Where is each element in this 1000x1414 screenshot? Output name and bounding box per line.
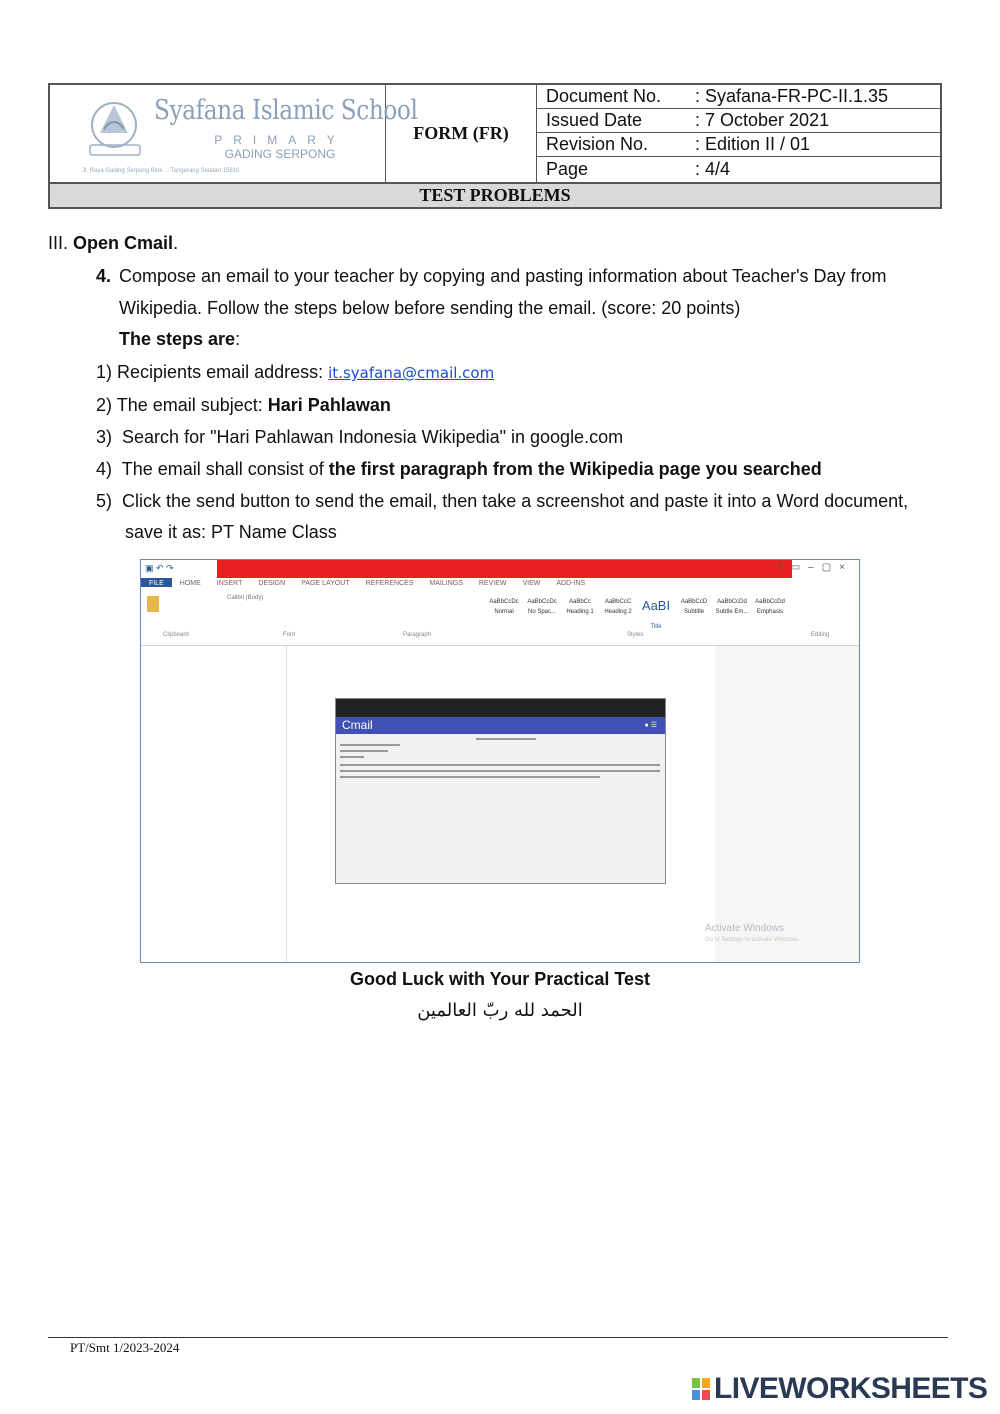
section-suffix: . [173, 233, 179, 253]
step-text: The email subject: [116, 395, 268, 415]
group-styles: Styles [627, 632, 644, 638]
step-2 [96, 394, 391, 416]
email-recipient-line [340, 744, 400, 746]
document-info [537, 85, 940, 182]
style-heading-1 [561, 597, 599, 627]
activate-windows-title: Activate Windows [705, 923, 784, 934]
group-clipboard: Clipboard [163, 632, 189, 638]
school-address: Jl. Raya Gading Serpong Blok ... Tangerang Selatan 15810 [82, 168, 240, 174]
navigation-pane [141, 646, 287, 962]
good-luck-text: Good Luck with Your Practical Test [349, 969, 651, 989]
info-value: : Edition II / 01 [695, 134, 811, 154]
style-name: Subtle Em... [715, 609, 749, 615]
email-subject-line [340, 750, 388, 752]
style-name: Emphasis [756, 609, 784, 615]
style-emphasis [751, 597, 789, 627]
recipient-email-link[interactable]: it.syafana@cmail.com [328, 364, 495, 382]
section-title: TEST PROBLEMS [50, 182, 940, 207]
email-screenshot [335, 698, 666, 884]
menu-icon: ● ☰ [644, 722, 657, 729]
style-name: Heading 1 [566, 609, 594, 615]
step-number: 3) [96, 427, 113, 447]
info-row-page [537, 157, 940, 182]
step-3 [96, 426, 623, 448]
style-sample: AaBbCcD [680, 599, 708, 605]
steps-label-line [119, 328, 240, 350]
style-normal [485, 597, 523, 627]
cmail-app-name: Cmail [342, 718, 373, 732]
style-sample: AaBbCcDd [717, 599, 747, 605]
form-label: FORM (FR) [386, 85, 537, 182]
style-title [637, 597, 675, 630]
info-value: : 4/4 [695, 159, 731, 179]
tab-review: REVIEW [478, 580, 507, 587]
footer-code: PT/Smt 1/2023-2024 [70, 1340, 180, 1355]
style-sample: AaBbCcDd [755, 599, 785, 605]
info-value: : 7 October 2021 [695, 110, 830, 130]
browser-chrome [336, 699, 665, 717]
tab-insert: INSERT [216, 580, 243, 587]
info-key: Issued Date [546, 110, 643, 130]
style-subtle-emphasis [713, 597, 751, 627]
info-key: Revision No. [546, 134, 649, 154]
step-text: Click the send button to send the email, then take a screenshot and paste it into a Word document, [122, 491, 909, 511]
step-number: 4) [96, 459, 113, 479]
group-paragraph: Paragraph [403, 632, 432, 638]
info-row-document-no [537, 85, 940, 109]
group-font: Font [283, 632, 296, 638]
tab-add-ins: ADD-INS [556, 580, 586, 587]
step-text: Search for "Hari Pahlawan Indonesia Wikipedia" in google.com [122, 427, 624, 447]
title-bar-accent [217, 560, 792, 578]
step-text: The email shall consist of [121, 459, 329, 479]
style-sample: AaBI [641, 598, 671, 613]
school-logo-cell [50, 85, 418, 182]
style-name: Subtitle [683, 609, 704, 615]
paste-icon [147, 596, 159, 612]
tab-home: HOME [179, 580, 201, 587]
group-editing: Editing [811, 632, 830, 638]
info-key: Page [546, 159, 589, 179]
email-body-line [340, 770, 660, 772]
step-number: 2) [96, 395, 113, 415]
question-line-2: Wikipedia. Follow the steps below before sending the email. (score: 20 points) [119, 298, 741, 318]
steps-colon: : [235, 329, 241, 349]
tab-view: VIEW [522, 580, 541, 587]
style-name: Title [650, 624, 662, 630]
tab-references: REFERENCES [365, 580, 414, 587]
cmail-header [336, 717, 665, 734]
step-bold: Hari Pahlawan [267, 395, 391, 415]
steps-label: The steps are [119, 329, 236, 349]
step-4 [96, 458, 822, 480]
style-name: No Spac... [527, 609, 556, 615]
email-body-line [340, 764, 660, 766]
section-heading [48, 232, 178, 254]
school-name: Syafana Islamic School [154, 95, 418, 126]
font-name-box: Calibri (Body) [227, 595, 264, 601]
info-value: : Syafana-FR-PC-II.1.35 [695, 86, 889, 106]
question-number: 4. [96, 266, 112, 286]
document-margin-area [715, 646, 859, 962]
word-screenshot [140, 559, 860, 963]
tab-page-layout: PAGE LAYOUT [301, 580, 350, 587]
style-subtitle [675, 597, 713, 627]
step-1 [96, 361, 494, 384]
activate-windows-subtitle: Go to Settings to activate Windows. [705, 937, 800, 943]
tab-file: FILE [141, 578, 172, 587]
question-line-1: Compose an email to your teacher by copying and pasting information about Teacher's Day from [119, 266, 887, 286]
style-no-spacing [523, 597, 561, 627]
step-5 [96, 490, 908, 512]
school-location: GADING SERPONG [224, 147, 336, 161]
section-prefix: III. [48, 233, 69, 253]
style-sample: AaBbCcC [604, 599, 632, 605]
word-title-bar [141, 560, 859, 578]
section-name: Open Cmail [73, 233, 174, 253]
step-text: Recipients email address: [117, 362, 329, 382]
style-sample: AaBbCcDc [489, 599, 519, 605]
ribbon-tabs [141, 578, 859, 591]
tab-mailings: MAILINGS [429, 580, 463, 587]
arabic-closing: الحمد لله ربّ العالمين [417, 1000, 583, 1021]
step-number: 1) [96, 362, 113, 382]
step-5-continuation: save it as: PT Name Class [125, 522, 337, 542]
style-name: Normal [494, 609, 514, 615]
document-header-table [48, 83, 942, 209]
info-row-issued-date [537, 109, 940, 133]
school-level: PRIMARY [214, 133, 346, 147]
footer-rule [48, 1337, 948, 1338]
school-emblem-icon [80, 95, 152, 165]
email-greeting-line [340, 756, 364, 758]
tab-design: DESIGN [258, 580, 286, 587]
email-status-line [476, 738, 536, 740]
style-heading-2 [599, 597, 637, 627]
style-sample: AaBbCcDc [527, 599, 557, 605]
ribbon [141, 591, 859, 646]
email-body-line [340, 776, 600, 778]
style-sample: AaBbCc [568, 599, 591, 605]
liveworksheets-logo-icon [692, 1378, 710, 1400]
info-row-revision-no [537, 133, 940, 157]
window-controls-icon: ?▭–▢× [777, 562, 853, 573]
info-key: Document No. [546, 86, 662, 106]
step-bold: the first paragraph from the Wikipedia page you searched [328, 459, 822, 479]
quick-access-icon: ▣ ↶ ↷ [145, 563, 174, 573]
step-number: 5) [96, 491, 113, 511]
liveworksheets-brand: LIVEWORKSHEETS [714, 1372, 988, 1405]
style-name: Heading 2 [604, 609, 632, 615]
